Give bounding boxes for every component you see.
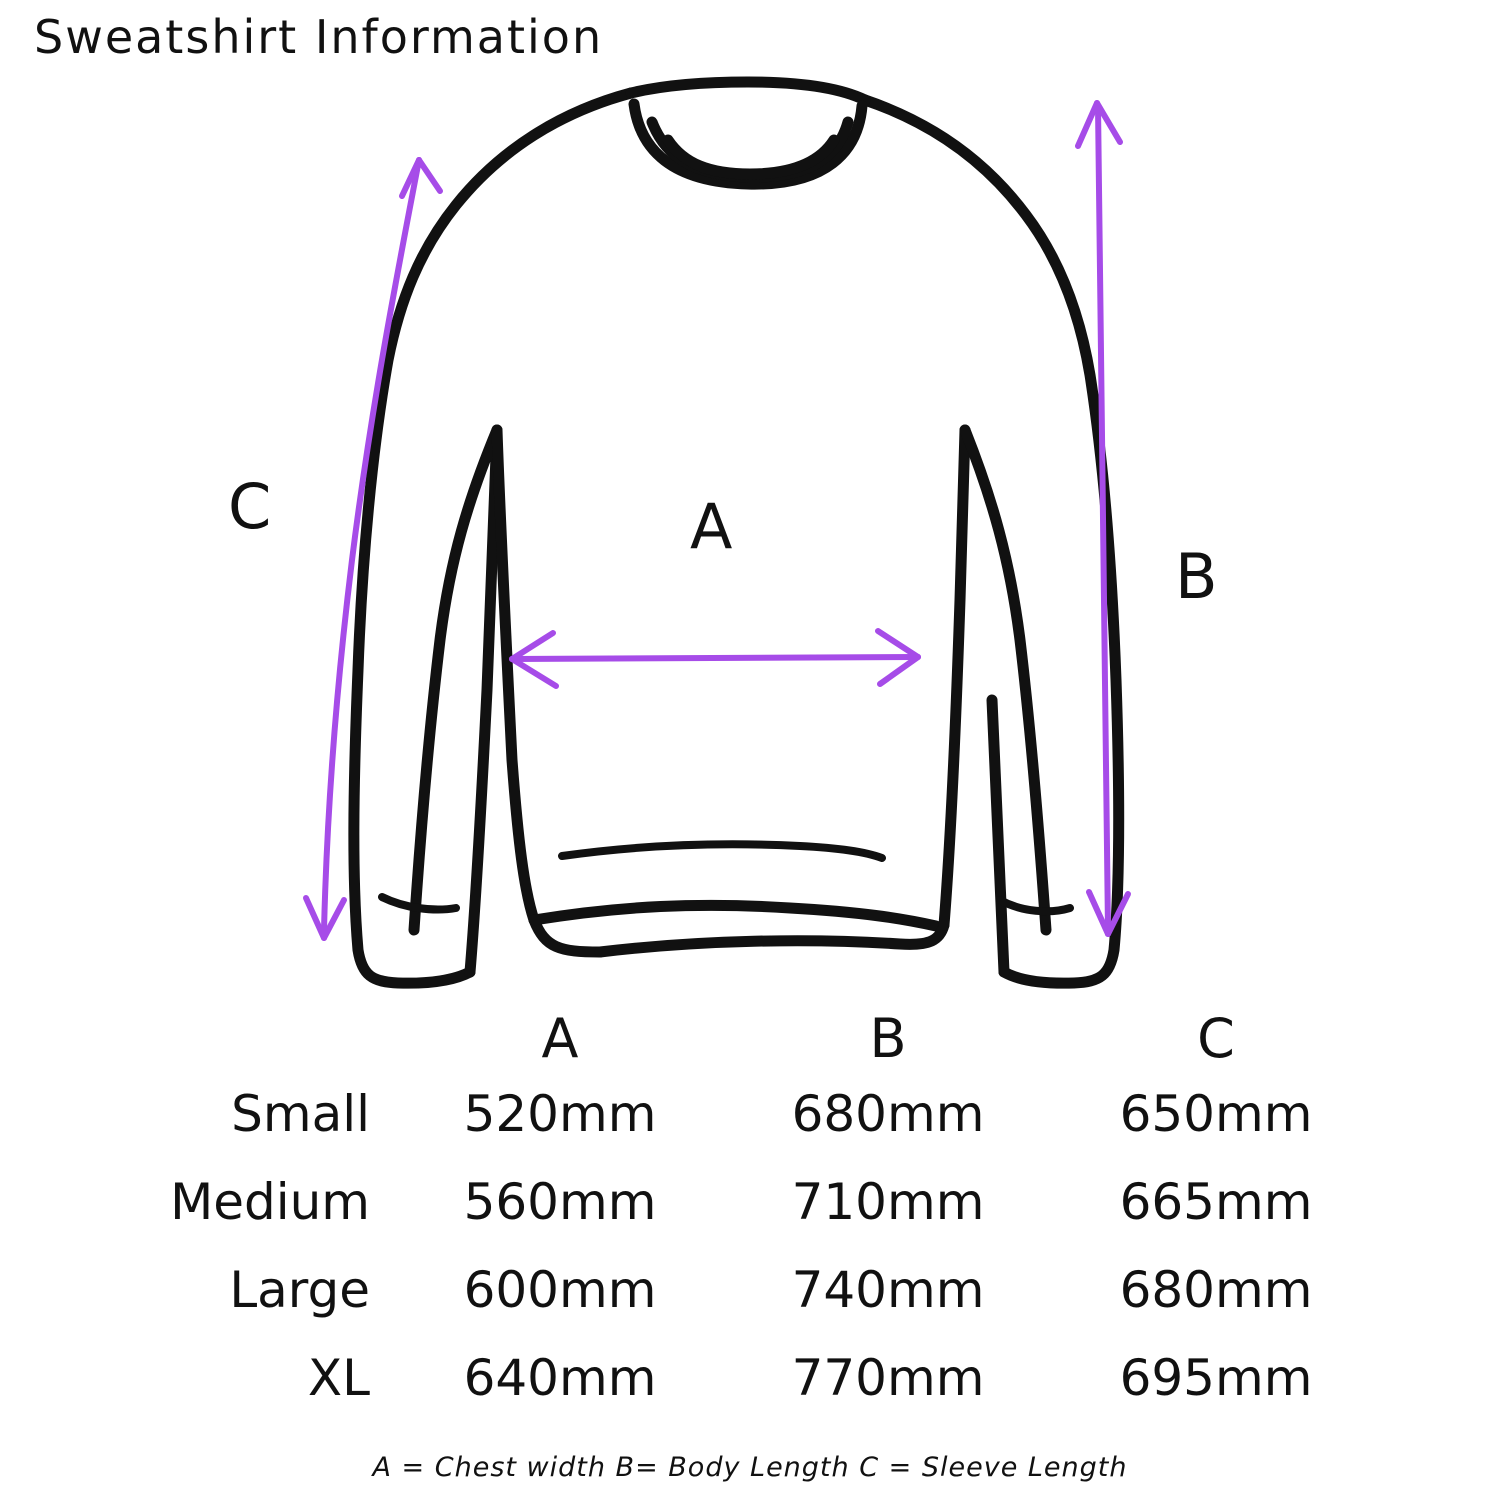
arrow-C-head-bottom-left (306, 898, 324, 938)
small-a-value: 520mm (463, 1085, 657, 1143)
sweatshirt-outline (354, 82, 1119, 983)
arrow-A-line (512, 657, 918, 659)
header-b: B (869, 1007, 907, 1070)
size-label-large: Large (229, 1261, 370, 1319)
marker-label-a: A (690, 490, 733, 563)
marker-label-c: C (228, 470, 272, 543)
small-c-value: 650mm (1119, 1085, 1313, 1143)
table-row (120, 1334, 1380, 1422)
table-row (120, 1246, 1380, 1334)
page-title: Sweatshirt Information (34, 10, 604, 64)
arrow-A-head-right-top (878, 631, 918, 657)
header-c: C (1197, 1007, 1235, 1070)
table-header-row (120, 1000, 1380, 1070)
size-table (120, 1000, 1380, 1422)
marker-label-b: B (1175, 540, 1218, 613)
large-a-value: 600mm (463, 1261, 657, 1319)
arrow-A-head-right-bottom (880, 657, 918, 684)
medium-b-value: 710mm (791, 1173, 985, 1231)
xl-b-value: 770mm (791, 1349, 985, 1407)
arrow-C-head-top-right (419, 160, 440, 191)
medium-a-value: 560mm (463, 1173, 657, 1231)
medium-c-value: 665mm (1119, 1173, 1313, 1231)
header-a: A (541, 1007, 579, 1070)
arrow-A-head-left-top (512, 633, 553, 659)
table-row (120, 1158, 1380, 1246)
size-label-small: Small (231, 1085, 370, 1143)
small-b-value: 680mm (791, 1085, 985, 1143)
xl-c-value: 695mm (1119, 1349, 1313, 1407)
header-blank (120, 1000, 396, 1070)
legend-text: A = Chest width B= Body Length C = Sleeve Length (372, 1452, 1128, 1483)
large-b-value: 740mm (791, 1261, 985, 1319)
xl-a-value: 640mm (463, 1349, 657, 1407)
arrow-C-line (324, 160, 419, 930)
arrow-B-head-top-left (1078, 103, 1097, 146)
large-c-value: 680mm (1119, 1261, 1313, 1319)
size-label-xl: XL (307, 1349, 370, 1407)
table-row (120, 1070, 1380, 1158)
arrow-A-head-left-bottom (512, 659, 556, 686)
size-label-medium: Medium (170, 1173, 370, 1231)
